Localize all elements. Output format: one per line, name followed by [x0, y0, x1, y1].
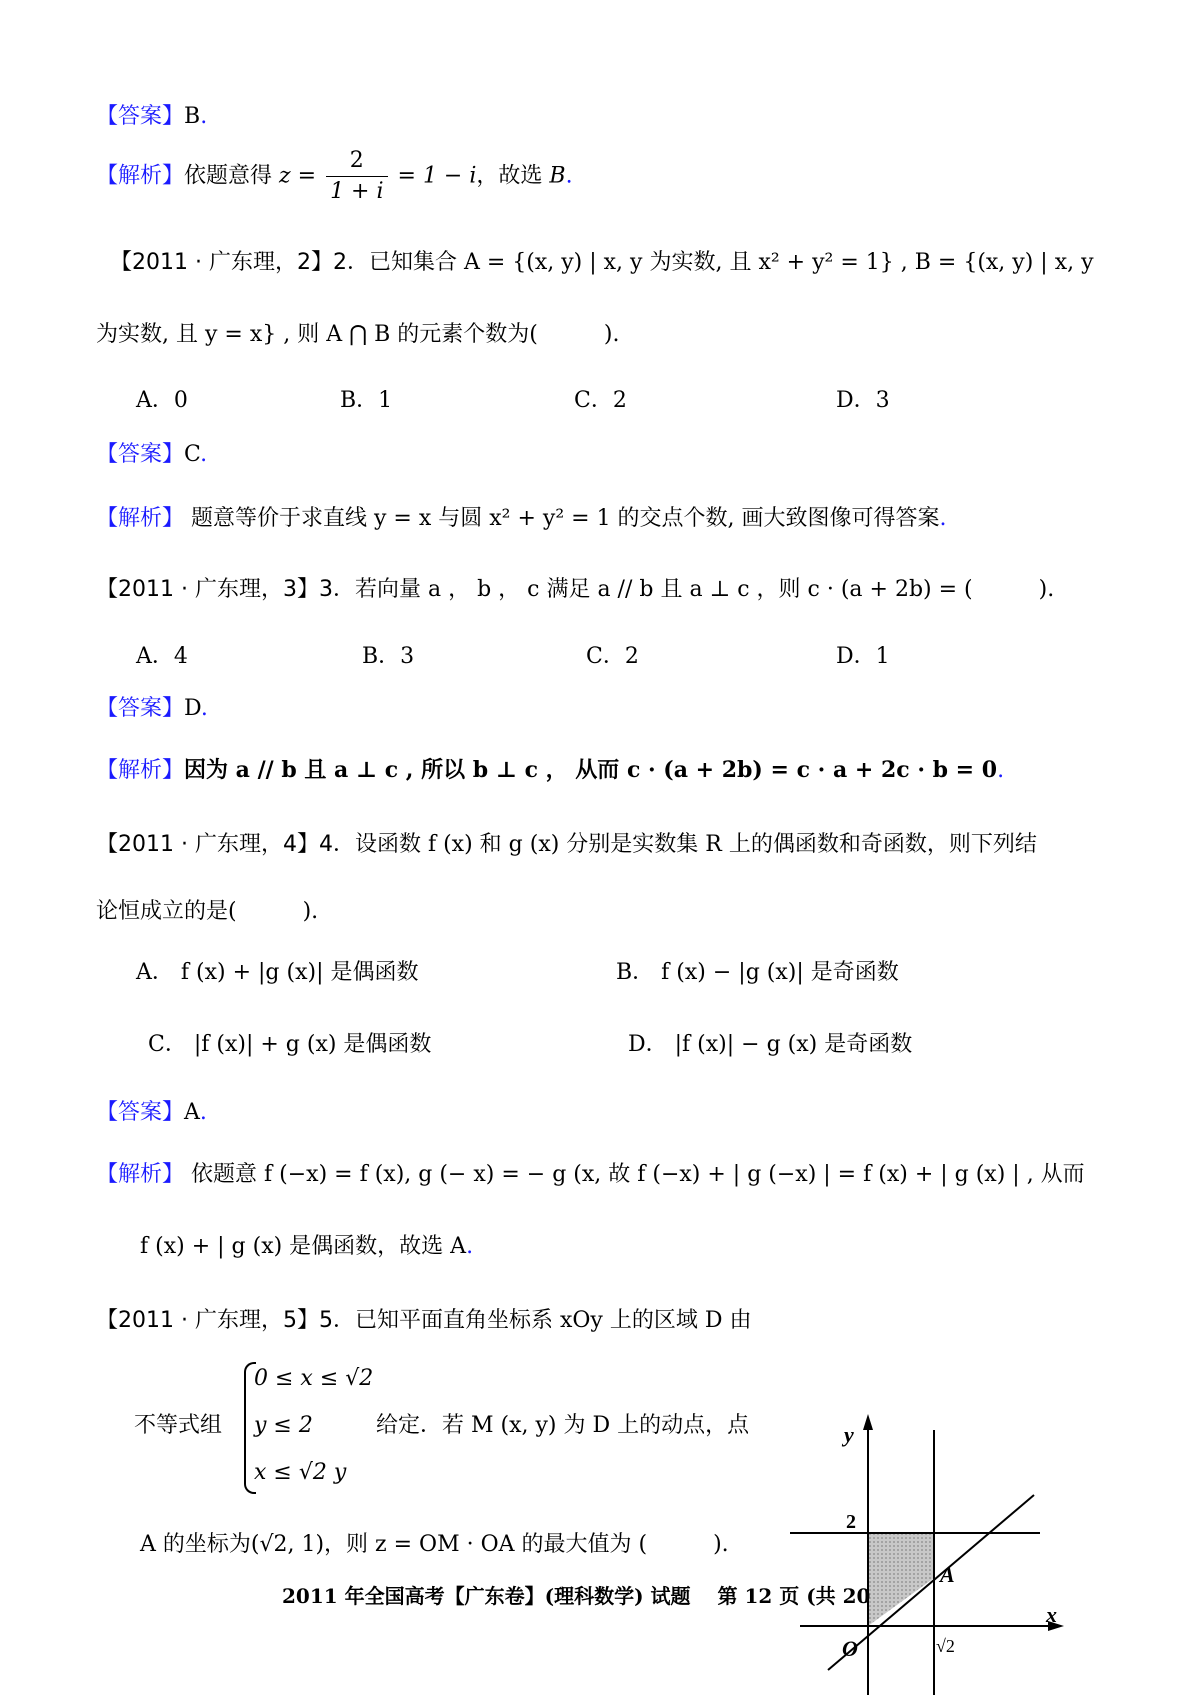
analysis-tag: 【解析】: [96, 506, 185, 531]
answer-value: D: [184, 696, 201, 721]
analysis-text: 依题意 f (−x) = f (x), g (− x) = − g (x, 故 f (−x) + | g (−x) | = f (x) + | g (x) | , 从而: [191, 1162, 1085, 1187]
q5-stem-line1: [96, 1308, 751, 1334]
q4-stem-line2: 论恒成立的是( ).: [96, 899, 319, 924]
q4-analysis-line2: [140, 1234, 473, 1260]
analysis-tag: 【解析】: [96, 163, 185, 189]
origin-label: O: [842, 1636, 858, 1661]
q2-option-b: B．1: [340, 388, 393, 413]
q3-option-d: D．1: [836, 644, 890, 669]
answer-tag: 【答案】: [96, 442, 185, 467]
q3-analysis-line: [96, 757, 1004, 784]
page-footer: 2011 年全国高考【广东卷】(理科数学) 试题 第 12 页 (共 20: [282, 1584, 871, 1608]
q4-stem-line1: [96, 832, 1037, 858]
answer-tag: 【答案】: [96, 104, 185, 129]
analysis-text: f (x) + | g (x) 是偶函数，故选 A: [140, 1234, 467, 1259]
q2-option-a: A．0: [136, 388, 188, 413]
q3-option-c: C．2: [586, 644, 639, 669]
analysis-post: ，故选: [476, 163, 543, 189]
y-axis-label: y: [844, 1422, 854, 1447]
question-source: 【2011 · 广东理，2】2．: [110, 250, 369, 275]
shaded-region: [868, 1533, 934, 1626]
question-stem: 若向量 a ， b ， c 满足 a // b 且 a ⊥ c ，则 c · (a + 2b) = ( ).: [354, 577, 1055, 602]
inequality-1: 0 ≤ x ≤ √2: [254, 1366, 374, 1391]
answer-value: C: [184, 442, 201, 467]
period: .: [565, 163, 573, 189]
inequality-2: y ≤ 2: [254, 1413, 313, 1438]
analysis-pre: 依题意得: [184, 163, 273, 189]
q3-option-a: A．4: [136, 644, 188, 669]
q4-option-d: D． |f (x)| − g (x) 是奇函数: [628, 1032, 913, 1057]
q2-analysis-line: [96, 506, 947, 532]
analysis-eq: = 1 − i: [397, 163, 477, 189]
question-stem: 设函数 f (x) 和 g (x) 分别是实数集 R 上的偶函数和奇函数，则下列结: [354, 832, 1037, 857]
period: .: [939, 506, 947, 531]
q2-option-d: D．3: [836, 388, 890, 413]
x-tick-label: √2: [936, 1636, 955, 1656]
period: .: [200, 442, 208, 467]
y-tick-label: 2: [846, 1511, 856, 1533]
period: .: [200, 104, 208, 129]
q4-analysis-line1: [96, 1162, 1085, 1188]
y-axis-arrow-icon: [863, 1414, 873, 1430]
answer-value: A: [184, 1100, 200, 1125]
analysis-text: 因为 a // b 且 a ⊥ c , 所以 b ⊥ c ， 从而 c · (a + 2b) = c · a + 2c · b = 0: [184, 757, 998, 783]
q5-stem-line2: 给定．若 M (x, y) 为 D 上的动点，点: [376, 1413, 750, 1438]
period: .: [200, 696, 208, 721]
analysis-text: 题意等价于求直线 y = x 与圆 x² + y² = 1 的交点个数, 画大致图像可得答案: [191, 506, 940, 531]
analysis-choice: B: [549, 163, 566, 189]
q1-answer-line: [96, 104, 207, 130]
analysis-tag: 【解析】: [96, 758, 185, 783]
q4-option-a: A． f (x) + |g (x)| 是偶函数: [136, 960, 419, 985]
q1-analysis-line: [96, 148, 573, 206]
period: .: [466, 1234, 474, 1259]
q4-answer-line: [96, 1100, 207, 1126]
q2-stem-line1: [110, 250, 1094, 276]
analysis-z: z =: [279, 163, 317, 189]
region-figure: [780, 1400, 1080, 1695]
question-source: 【2011 · 广东理，3】3．: [96, 577, 355, 602]
inequality-3: x ≤ √2 y: [254, 1460, 347, 1485]
answer-tag: 【答案】: [96, 696, 185, 721]
fraction: [326, 148, 387, 206]
fraction-denominator: 1 + i: [330, 179, 384, 205]
fraction-numerator: 2: [326, 148, 387, 177]
question-stem: 已知平面直角坐标系 xOy 上的区域 D 由: [354, 1308, 752, 1333]
answer-value: B: [184, 104, 201, 129]
q2-stem-line2: 为实数, 且 y = x} , 则 A ⋂ B 的元素个数为( ).: [96, 322, 620, 347]
question-stem: 已知集合 A = {(x, y) | x, y 为实数, 且 x² + y² = 1} , B = {(x, y) | x, y: [368, 250, 1094, 275]
q3-answer-line: [96, 696, 208, 722]
q2-answer-line: [96, 442, 207, 468]
q3-stem: [96, 577, 1054, 603]
answer-tag: 【答案】: [96, 1100, 185, 1125]
period: .: [997, 758, 1005, 783]
point-a-label: A: [940, 1562, 955, 1587]
q5-stem-line3: A 的坐标为(√2, 1)，则 z = OM · OA 的最大值为 ( ).: [140, 1532, 729, 1557]
q4-option-b: B． f (x) − |g (x)| 是奇函数: [616, 960, 899, 985]
q3-option-b: B．3: [362, 644, 415, 669]
q4-option-c: C． |f (x)| + g (x) 是偶函数: [148, 1032, 432, 1057]
question-source: 【2011 · 广东理，4】4．: [96, 832, 355, 857]
analysis-tag: 【解析】: [96, 1162, 185, 1187]
x-axis-label: x: [1046, 1602, 1057, 1627]
system-label: 不等式组: [134, 1413, 223, 1438]
q2-option-c: C．2: [574, 388, 627, 413]
question-source: 【2011 · 广东理，5】5．: [96, 1308, 355, 1333]
period: .: [199, 1100, 207, 1125]
